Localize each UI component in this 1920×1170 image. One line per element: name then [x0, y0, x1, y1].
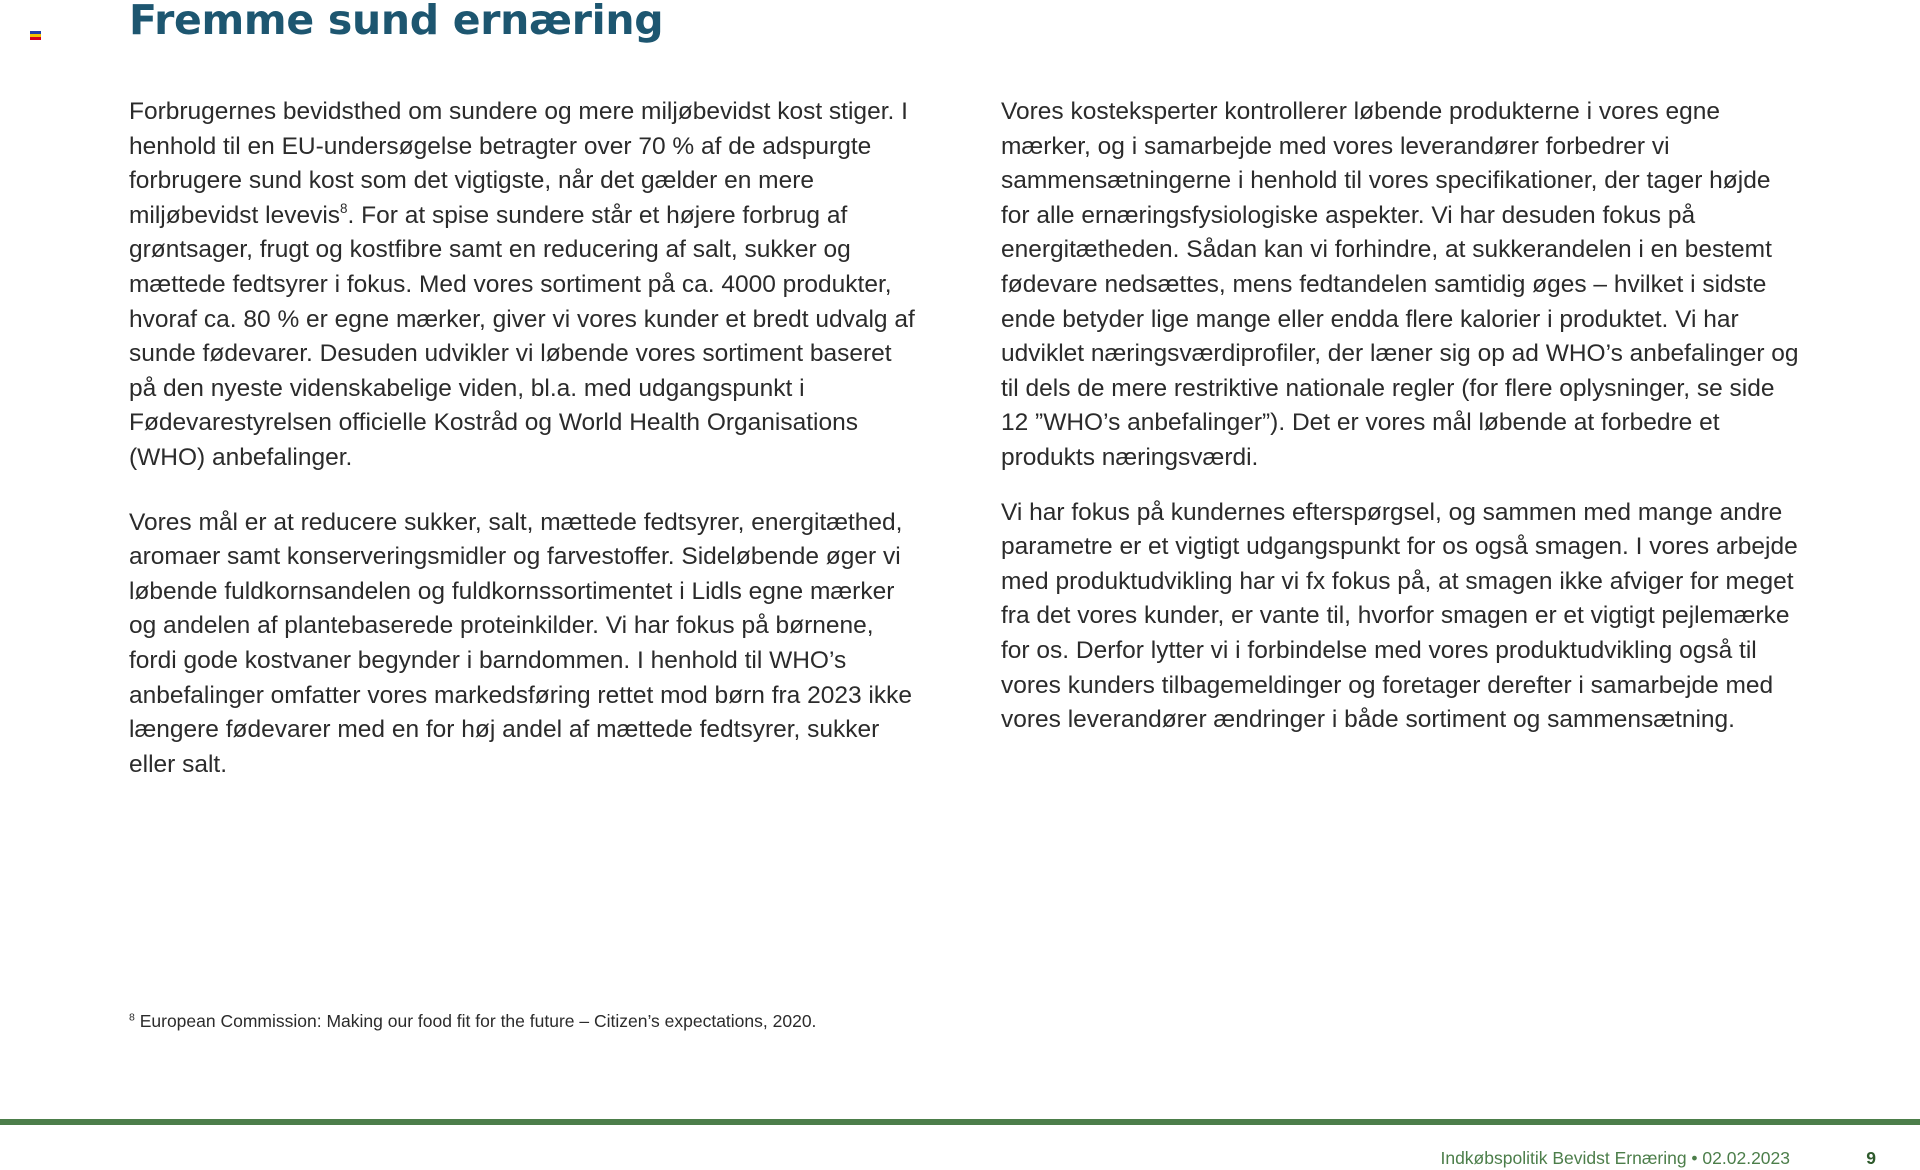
- right-paragraph-2: Vi har fokus på kundernes efterspørgsel, og sammen med mange andre parametre er et vigtigt udgangspunkt for os også smagen. I vores arbejde med produktudvikling har vi fx fokus på, at smagen ikke afviger for meget fra det vores kunder, er vante til, hvorfor smagen er et vigtigt pejlemærke for os. Derfor lytter vi i forbindelse med vores produktudvikling også til vores kunders tilbagemeldinger og foretager derefter i samarbejde med vores leverandører ændringer i både sortiment og sammensætning.: [1001, 498, 1798, 734]
- footnote: [129, 1010, 1129, 1032]
- right-paragraph-1: Vores kosteksperter kontrollerer løbende produkterne i vores egne mærker, og i samarbejde med vores leverandører forbedrer vi sammensætningerne i henhold til vores specifikationer, der tager højde for alle ernæringsfysiologiske aspekter. Vi har desuden fokus på energitætheden. Sådan kan vi forhindre, at sukkerandelen i en bestemt fødevare nedsættes, mens fedtandelen samtidig øges – hvilket i sidste ende betyder lige mange eller endda flere kalorier i produktet. Vi har udviklet næringsværdiprofiler, der læner sig op ad WHO’s anbefalinger og til dels de mere restriktive nationale regler (for flere oplysninger, se side 12 ”WHO’s anbefalinger”). Det er vores mål løbende at forbedre et produkts næringsværdi.: [1001, 98, 1799, 471]
- page-title: Fremme sund ernæring: [129, 0, 664, 44]
- left-column: [129, 95, 919, 782]
- left-paragraph-1-text-b: . For at spise sundere står et højere forbrug af grøntsager, frugt og kostfibre samt en reducering af salt, sukker og mættede fedtsyrer i fokus. Med vores sortiment på ca. 4000 produkter, hvoraf ca. 80 % er egne mærker, giver vi vores kunder et bredt udvalg af sunde fødevarer. Desuden udvikler vi løbende vores sortiment baseret på den nyeste videnskabelige viden, bl.a. med udgangspunkt i Fødevarestyrelsen officielle Kostråd og World Health Organisations (WHO) anbefalinger.: [129, 201, 915, 471]
- footnote-reference: 8: [340, 200, 348, 216]
- left-paragraph-1-text-a: Forbrugernes bevidsthed om sundere og mere miljøbevidst kost stiger. I henhold til en EU-undersøgelse betragter over 70 % af de adspurgte forbrugere sund kost som det vigtigste, når det gælder en mere miljøbevidst levevis: [129, 98, 908, 229]
- footer-divider: [0, 1119, 1920, 1125]
- left-paragraph-1: [129, 95, 919, 476]
- right-column: [1001, 95, 1801, 738]
- footnote-text: European Commission: Making our food fit for the future – Citizen’s expectations, 2020.: [134, 1011, 817, 1031]
- footnote-marker: 8: [129, 1011, 135, 1024]
- left-paragraph-2: Vores mål er at reducere sukker, salt, mættede fedtsyrer, energitæthed, aromaer samt konserveringsmidler og farvestoffer. Sideløbende øger vi løbende fuldkornsandelen og fuldkornssortimentet i Lidls egne mærker og andelen af plantebaserede proteinkilder. Vi har fokus på børnene, fordi gode kostvaner begynder i barndommen. I henhold til WHO’s anbefalinger omfatter vores markedsføring rettet mod børn fra 2023 ikke længere fødevarer med en for høj andel af mættede fedtsyrer, sukker eller salt.: [129, 508, 912, 778]
- footer-document-title: Indkøbspolitik Bevidst Ernæring • 02.02.2023: [1440, 1148, 1790, 1168]
- flag-icon: [30, 31, 41, 40]
- page-number: 9: [1866, 1148, 1876, 1168]
